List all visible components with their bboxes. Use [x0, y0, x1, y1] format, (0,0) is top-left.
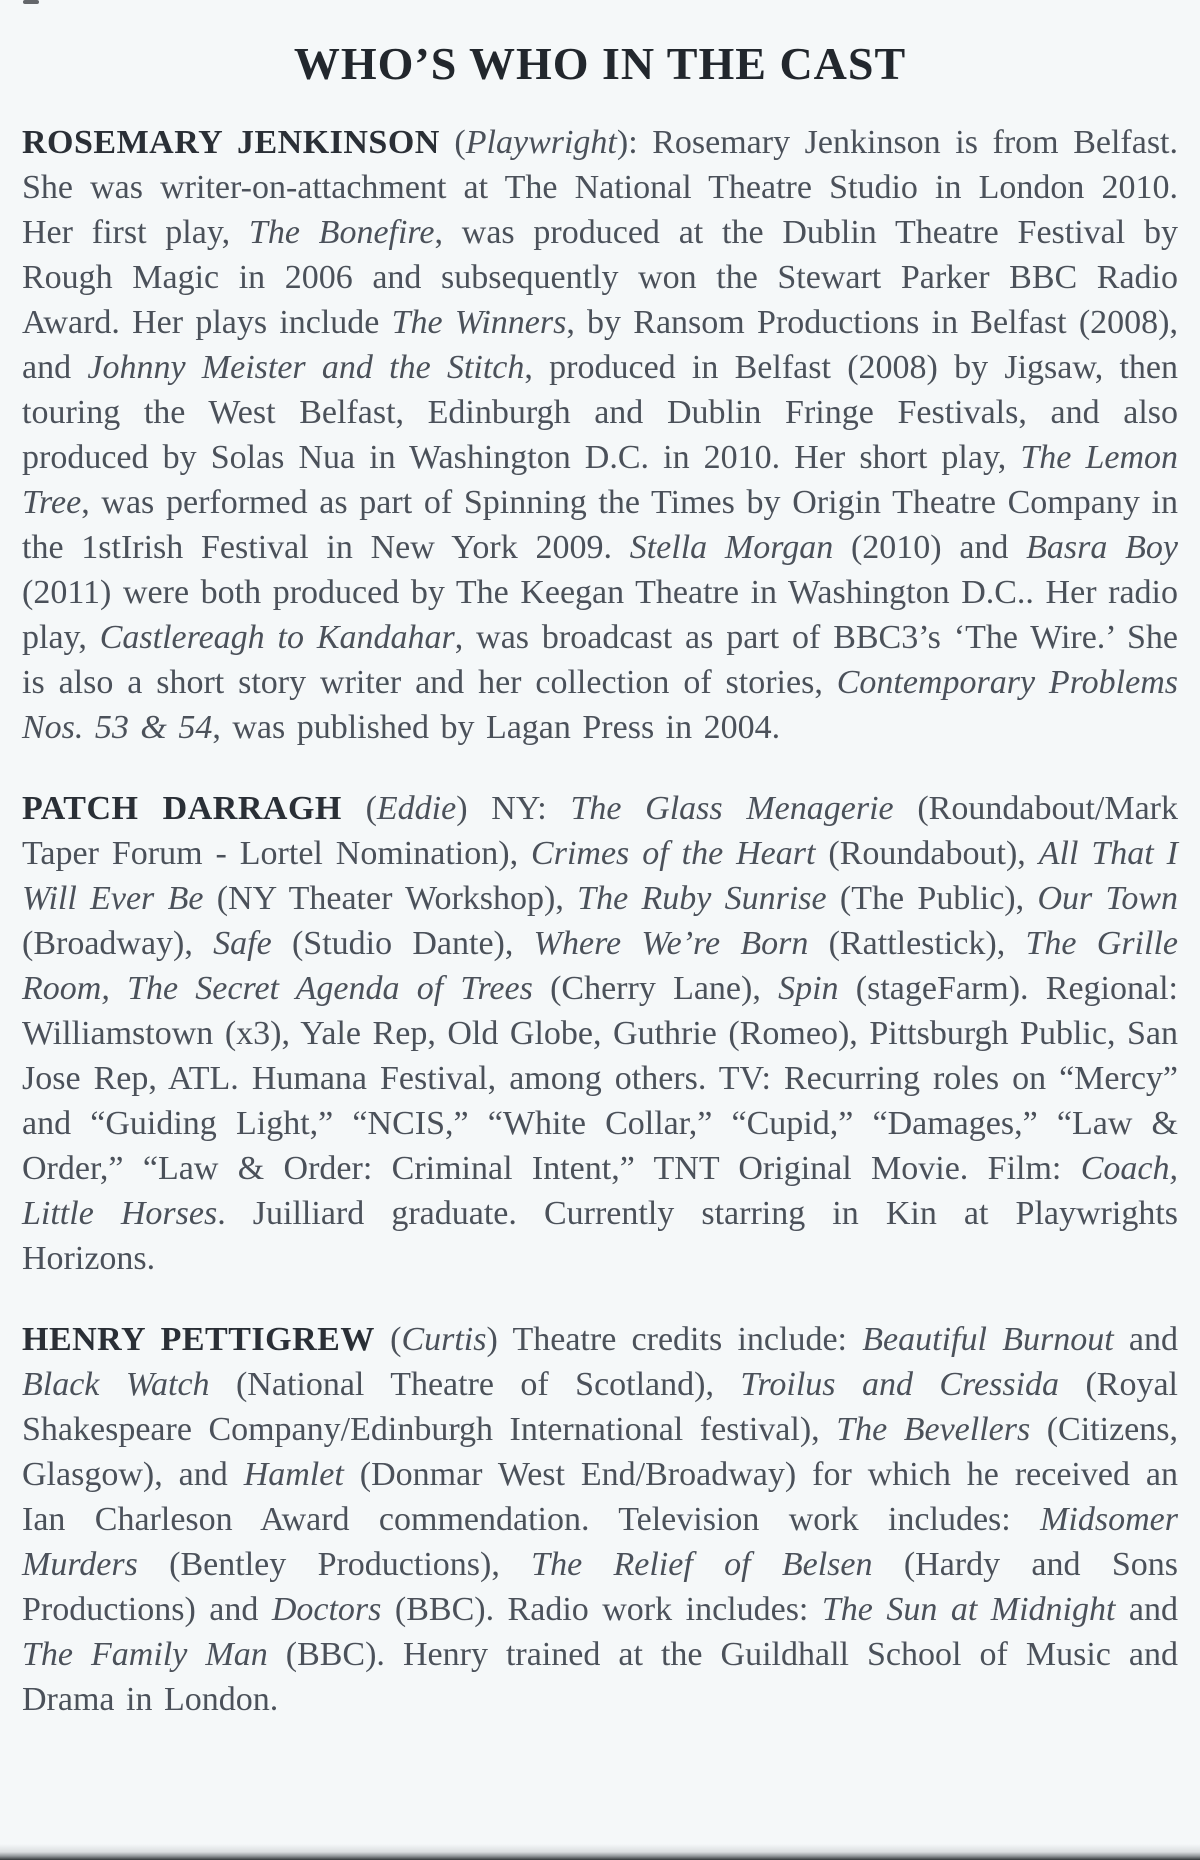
text-run: (stageFarm). Regional: Williamstown (x3), Yale Rep, Old Globe, Guthrie (Romeo), Pittsburgh Public, San Jose Rep, ATL. Humana Festival, among others. TV: Recurring roles on “Mercy” and “Guiding Light,” “NCIS,” “White Collar,” “Cupid,” “Damages,” “Law & Order,” “Law & Order: Criminal Intent,” TNT Original Movie. Film: [22, 970, 1178, 1187]
text-run: ) Theatre credits include: [486, 1321, 863, 1358]
text-run: , was published by Lagan Press in 2004. [212, 709, 781, 746]
text-run: and [1115, 1591, 1179, 1628]
bio-paragraph [22, 1317, 1178, 1722]
work-title: Basra Boy [1026, 529, 1178, 566]
work-title: Playwright [465, 124, 617, 161]
work-title: Troilus and Cressida [740, 1366, 1060, 1403]
work-title: The Glass Menagerie [570, 790, 894, 827]
bio-person-name: HENRY PETTIGREW [22, 1321, 375, 1358]
text-run: ) NY: [456, 790, 571, 827]
bio-person-name: PATCH DARRAGH [22, 790, 342, 827]
text-run: (Roundabout/Mark Taper Forum - Lortel Nomination), [22, 790, 1178, 872]
text-run: ( [439, 124, 466, 161]
text-run: ( [341, 790, 377, 827]
work-title: Contemporary Problems Nos. 53 & 54 [22, 664, 1178, 746]
text-run: (Rattlestick), [808, 925, 1026, 962]
text-run: (Citizens, Glasgow), and [22, 1411, 1178, 1493]
work-title: The Winners [391, 304, 567, 341]
text-run: , was broadcast as part of BBC3’s ‘The Wire.’ She is also a short story writer and her collection of stories, [22, 619, 1178, 701]
text-run: (Donmar West End/Broadway) for which he received an Ian Charleson Award commendation. Television work includes: [22, 1456, 1178, 1538]
text-run: (Cherry Lane), [532, 970, 779, 1007]
page-title: WHO’S WHO IN THE CAST [293, 38, 907, 89]
bio-paragraph [22, 786, 1178, 1281]
text-run: (The Public), [826, 880, 1038, 917]
work-title: The Sun at Midnight [821, 1591, 1116, 1628]
text-run: ( [374, 1321, 402, 1358]
work-title: All That I Will Ever Be [22, 835, 1178, 917]
work-title: The Lemon Tree [22, 439, 1178, 521]
scan-corner-artifact [23, 0, 39, 4]
text-run: . Juilliard graduate. Currently starring in Kin at Playwrights Horizons. [22, 1195, 1178, 1277]
text-run: ): Rosemary Jenkinson is from Belfast. She was writer-on-attachment at The National Theatre Studio in London 2010. Her first play, [22, 124, 1179, 251]
text-run: (Studio Dante), [271, 925, 534, 962]
work-title: The Bevellers [836, 1411, 1031, 1448]
text-run: (2011) were both produced by The Keegan Theatre in Washington D.C.. Her radio play, [22, 574, 1178, 656]
text-run: (National Theatre of Scotland), [209, 1366, 741, 1403]
scan-bottom-edge [0, 1844, 1200, 1860]
text-run: (Roundabout), [815, 835, 1039, 872]
work-title: Beautiful Burnout [862, 1321, 1114, 1358]
text-run: (2010) and [833, 529, 1027, 566]
work-title: Eddie [376, 790, 457, 827]
cast-bios [0, 120, 1200, 1722]
work-title: Castlereagh to Kandahar [99, 619, 455, 656]
work-title: Black Watch [22, 1366, 210, 1403]
text-run: (BBC). Radio work includes: [381, 1591, 822, 1628]
text-run: (Broadway), [22, 925, 214, 962]
text-run: , was produced at the Dublin Theatre Festival by Rough Magic in 2006 and subsequently won the Stewart Parker BBC Radio Award. Her plays include [22, 214, 1178, 341]
bio-paragraph [22, 120, 1178, 750]
work-title: Johnny Meister and the Stitch [87, 349, 525, 386]
work-title: Crimes of the Heart [531, 835, 816, 872]
work-title: Safe [213, 925, 272, 962]
work-title: Midsomer Murders [22, 1501, 1178, 1583]
text-run: (Royal Shakespeare Company/Edinburgh International festival), [22, 1366, 1178, 1448]
work-title: The Ruby Sunrise [577, 880, 827, 917]
text-run: (Bentley Productions), [137, 1546, 532, 1583]
work-title: Doctors [271, 1591, 382, 1628]
text-run: and [1113, 1321, 1179, 1358]
work-title: Stella Morgan [629, 529, 834, 566]
work-title: Where We’re Born [533, 925, 809, 962]
bio-person-name: ROSEMARY JENKINSON [22, 124, 440, 161]
work-title: Spin [778, 970, 839, 1007]
work-title: Hamlet [243, 1456, 344, 1493]
work-title: Coach, Little Horses [22, 1150, 1178, 1232]
work-title: The Family Man [22, 1636, 268, 1673]
text-run: , produced in Belfast (2008) by Jigsaw, then touring the West Belfast, Edinburgh and Dublin Fringe Festivals, and also produced by Solas Nua in Washington D.C. in 2010. Her short play, [22, 349, 1178, 476]
text-run: (BBC). Henry trained at the Guildhall School of Music and Drama in London. [22, 1636, 1179, 1718]
work-title: Our Town [1037, 880, 1178, 917]
text-run: (NY Theater Workshop), [203, 880, 578, 917]
text-run: (Hardy and Sons Productions) and [22, 1546, 1178, 1628]
work-title: The Grille Room, The Secret Agenda of Trees [22, 925, 1178, 1007]
text-run: , was performed as part of Spinning the Times by Origin Theatre Company in the 1stIrish Festival in New York 2009. [22, 484, 1178, 566]
work-title: The Bonefire [248, 214, 435, 251]
work-title: Curtis [401, 1321, 487, 1358]
work-title: The Relief of Belsen [531, 1546, 873, 1583]
text-run: , by Ransom Productions in Belfast (2008), and [22, 304, 1178, 386]
